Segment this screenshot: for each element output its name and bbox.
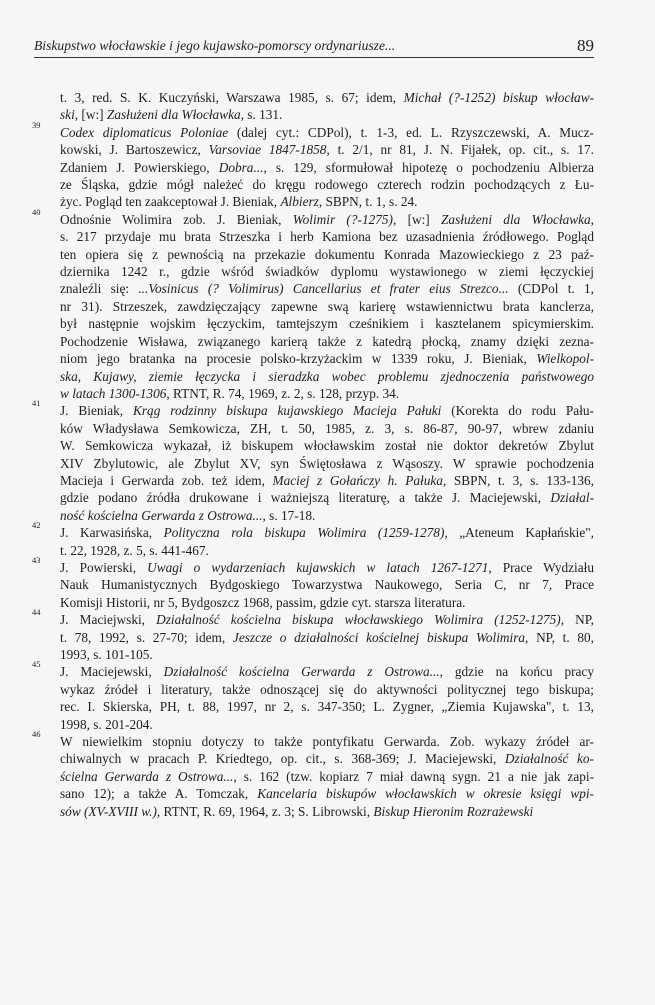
text-line [60, 455, 594, 472]
italic-text: Biskup Hieronim Rozrażewski [373, 803, 534, 819]
text-run: wykaz źródeł i literatury, także odnoszącej się do aktywności politycznej tego biskupa; [60, 681, 594, 697]
text-line [60, 263, 594, 280]
footnote-number: 46 [32, 729, 41, 740]
text-line [60, 193, 594, 210]
text-run: t. 22, 1928, z. 5, s. 441-467. [60, 542, 209, 558]
text-run: ze Śląska, gdzie mógł należeć do kręgu rodowego czterech rodzin pochodzących z Łu- [60, 177, 594, 193]
italic-text: Działalność kościelna Gerwarda z Ostrowa... [163, 664, 440, 680]
text-line [60, 368, 594, 385]
text-run: , NP, t. 80, [525, 629, 594, 645]
text-run: J. Maciejwski, [60, 612, 157, 628]
text-run: Odnośnie Wolimira zob. J. Bieniak, [60, 211, 293, 227]
footnote-44 [32, 607, 594, 663]
footnote-43 [32, 554, 594, 611]
text-line [60, 733, 594, 750]
italic-text: Dobra... [218, 159, 264, 175]
italic-text: sów (XV-XVIII w.) [60, 803, 157, 819]
text-run: t. 3, red. S. K. Kuczyński, Warszawa 1985, s. 67; idem, [60, 90, 404, 105]
text-run: J. Karwasińska, [60, 525, 164, 541]
italic-text: Albierz [280, 194, 319, 210]
document-page [34, 32, 594, 820]
text-run: Zdaniem J. Powierskiego, [60, 159, 219, 175]
footnote-number: 42 [32, 520, 41, 531]
text-run: Nauk Humanistycznych Bydgoskiego Towarzystwa Naukowego, Seria C, nr 7, Prace [60, 577, 594, 593]
text-run: , gdzie na końcu pracy [439, 664, 594, 680]
text-line [60, 698, 594, 715]
footnote-number: 41 [32, 398, 41, 409]
footnote-40 [32, 206, 594, 402]
text-run: gdzie podano źródła drukowane i ważniejszą literaturę, a także J. Maciejewski, [60, 490, 551, 506]
italic-text: w latach 1300-1306 [60, 385, 167, 401]
italic-text: Wolimir (?-1275) [292, 211, 393, 227]
text-line [60, 333, 594, 350]
text-line [60, 576, 594, 593]
text-line [60, 420, 594, 437]
text-run: J. Powierski, [60, 559, 148, 575]
running-header [34, 32, 594, 58]
text-run: rec. I. Skierska, PH, t. 88, 1997, nr 2, s. 347-350; L. Zygner, „Ziemia Kujawska", t. 13, [60, 699, 594, 715]
text-line [60, 750, 594, 767]
text-line [60, 768, 594, 785]
footnote-number: 45 [32, 659, 41, 670]
text-line [60, 542, 594, 559]
italic-text: Działal- [550, 490, 594, 506]
footnote-continuation [34, 89, 594, 124]
text-run: znaleźli się: [60, 281, 139, 297]
text-run: kowski, J. Bartoszewicz, [60, 142, 209, 158]
footnote-41 [32, 398, 594, 524]
text-line [60, 298, 594, 315]
text-line [60, 646, 594, 663]
footnote-number: 44 [32, 607, 41, 618]
italic-text: Michał (?-1252) biskup włocław- [403, 90, 594, 105]
text-run: , SBPN, t. 1, s. 24. [318, 194, 418, 210]
text-run: s. 217 przydaje mu brata Strzeszka i herb Kamiona bez uzasadnienia źródłowego. Pogląd [60, 229, 594, 245]
italic-text: Uwagi o wydarzeniach kujawskich w latach 1267-1271 [147, 559, 489, 575]
footnote-45 [32, 659, 594, 733]
text-line [60, 176, 594, 193]
text-run: niom jego bratanka na procesie polsko-krzyżackim w 1339 roku, J. Bieniak, [60, 351, 537, 367]
footnote-number: 43 [32, 554, 41, 565]
italic-text: Działalność ko- [504, 751, 594, 767]
text-line [60, 350, 594, 367]
text-run: , s. 162 (tzw. kopiarz 7 miał dawną sygn. 21 a nie jak zapi- [233, 768, 594, 784]
text-run: , „Ateneum Kapłańskie", [444, 525, 594, 541]
text-line [60, 716, 594, 733]
italic-text: Działalność kościelna biskupa włocławskiego Wolimira (1252-1275) [156, 612, 561, 628]
footnote-46 [32, 729, 594, 820]
italic-text: Zasłużeni dla Włocławka [441, 211, 591, 227]
text-line [60, 507, 594, 524]
text-run: (Korekta do rodu Pału- [441, 403, 594, 419]
text-run: , Prace Wydziału [488, 559, 594, 575]
text-run: Pochodzenie Wisława, związanego karierą także z katedrą płocką, znamy dzięki zezna- [60, 333, 594, 349]
footnote-39 [32, 119, 594, 211]
text-line [60, 159, 594, 176]
text-run: sano 12); a także A. Tomczak, [60, 786, 258, 802]
text-run: Macieja i Gerwarda zob. też idem, [60, 472, 273, 488]
page-number: 89 [577, 36, 594, 55]
text-line [60, 89, 594, 106]
italic-text: Maciej z Gołańczy h. Pałuka [272, 472, 443, 488]
italic-text: Codex diplomaticus Poloniae [60, 124, 229, 140]
text-line [60, 211, 594, 228]
text-run: , s. 129, sformułował hipotezę o pochodzeniu Albierza [263, 159, 594, 175]
text-line [60, 629, 594, 646]
italic-text: ...Vosinicus (? Volimirus) Cancellarius et frater eius Strezco... [138, 281, 509, 297]
text-line [60, 803, 594, 820]
text-line [60, 124, 594, 141]
text-run: (dalej cyt.: CDPol), t. 1-3, ed. L. Rzyszczewski, A. Mucz- [228, 124, 594, 140]
text-run: W. Semkowicza wykazał, iż biskupem włocławskim został nie doktor dekretów Zbylut [60, 438, 594, 454]
text-line [60, 315, 594, 332]
text-run: Komisji Historii, nr 5, Bydgoszcz 1968, passim, gdzie cyt. starsza literatura. [60, 594, 466, 610]
text-line [60, 489, 594, 506]
text-line [60, 280, 594, 297]
text-run: W niewielkim stopniu dotyczy to także pontyfikatu Gerwarda. Zob. wykazy źródeł ar- [60, 734, 594, 750]
footnotes-section [34, 89, 594, 820]
text-run: , t. 2/1, nr 81, J. N. Fijałek, op. cit., s. 17. [326, 142, 594, 158]
text-run: 1998, s. 201-204. [60, 716, 153, 732]
text-run: nr 31). Strzeszek, zawdzięczający zapewne swą karierę wstawiennictwu brata kanclerza, [60, 298, 594, 314]
italic-text: ścielna Gerwarda z Ostrowa... [60, 768, 234, 784]
text-line [60, 594, 594, 611]
footnote-number: 40 [32, 206, 41, 217]
text-run: , s. 131. [240, 107, 283, 123]
text-line [60, 663, 594, 680]
text-run: był następnie wojskim łęczyckim, tamtejszym cześnikiem i kasztelanem spicymierskim. [60, 316, 594, 332]
text-line [60, 611, 594, 628]
text-line [60, 681, 594, 698]
text-line [60, 402, 594, 419]
text-run: , RTNT, R. 69, 1964, z. 3; S. Librowski, [156, 803, 374, 819]
italic-text: ność kościelna Gerwarda z Ostrowa... [60, 507, 263, 523]
italic-text: Kancelaria biskupów włocławskich w okresie księgi wpi- [257, 786, 594, 802]
text-line [60, 246, 594, 263]
italic-text: ska, Kujawy, ziemie łęczycka i sieradzka wobec problemu zjednoczenia państwowego [60, 368, 594, 384]
text-line [60, 437, 594, 454]
text-line [60, 228, 594, 245]
italic-text: Zasłużeni dla Włocławka [106, 107, 241, 123]
text-run: , NP, [560, 612, 594, 628]
text-line [60, 559, 594, 576]
text-run: 1993, s. 101-105. [60, 647, 153, 662]
text-run: J. Bieniak, [60, 403, 134, 419]
italic-text: Varsoviae 1847-1858 [208, 142, 327, 158]
italic-text: Jeszcze o działalności kościelnej biskupa Wolimira [232, 629, 526, 645]
running-title: Biskupstwo włocławskie i jego kujawsko-pomorscy ordynariusze... [34, 38, 396, 53]
text-line [60, 141, 594, 158]
text-run: XIV Zbylutowic, ale Zbylut XV, syn Świętosława z Wąsoszy. W sprawie pochodzenia [60, 455, 594, 471]
footnote-42 [32, 520, 594, 559]
italic-text: Polityczna rola biskupa Wolimira (1259-1278) [163, 525, 445, 541]
text-run: , s. 17-18. [262, 507, 316, 523]
text-run: ków Władysława Semkowicza, ZH, t. 50, 1985, z. 3, s. 86-87, 90-97, wbrew zdaniu [60, 420, 594, 436]
text-run: , [w:] [392, 211, 442, 227]
text-run: chiwalnych w pracach P. Kriedtego, op. cit., s. 368-369; J. Maciejewski, [60, 751, 505, 767]
text-line [60, 106, 594, 123]
text-run: ten opiera się z pewnością na przekazie dokumentu Konrada Mazowieckiego z 23 paź- [60, 246, 594, 262]
text-line [60, 385, 594, 402]
text-run: (CDPol t. 1, [508, 281, 594, 297]
text-line [60, 785, 594, 802]
text-run: t. 78, 1992, s. 27-70; idem, [60, 629, 233, 645]
italic-text: ski [60, 107, 75, 123]
text-run: , [w:] [74, 107, 107, 123]
text-run: , SBPN, t. 3, s. 133-136, [442, 472, 594, 488]
text-run: życ. Pogląd ten zaakceptował J. Bieniak, [60, 194, 281, 210]
italic-text: Wielkopol- [536, 351, 594, 367]
text-line [60, 472, 594, 489]
italic-text: Krąg rodzinny biskupa kujawskiego Macieja Pałuki [133, 403, 442, 419]
footnote-number: 39 [32, 119, 41, 130]
text-line [60, 524, 594, 541]
text-run: J. Maciejewski, [60, 664, 164, 680]
text-run: , [590, 211, 594, 227]
text-run: , RTNT, R. 74, 1969, z. 2, s. 128, przyp. 34. [166, 385, 400, 401]
text-run: dziernika 1242 r., gdzie wśród świadków dyplomu wystawionego w ziemi łęczyckiej [60, 264, 594, 280]
